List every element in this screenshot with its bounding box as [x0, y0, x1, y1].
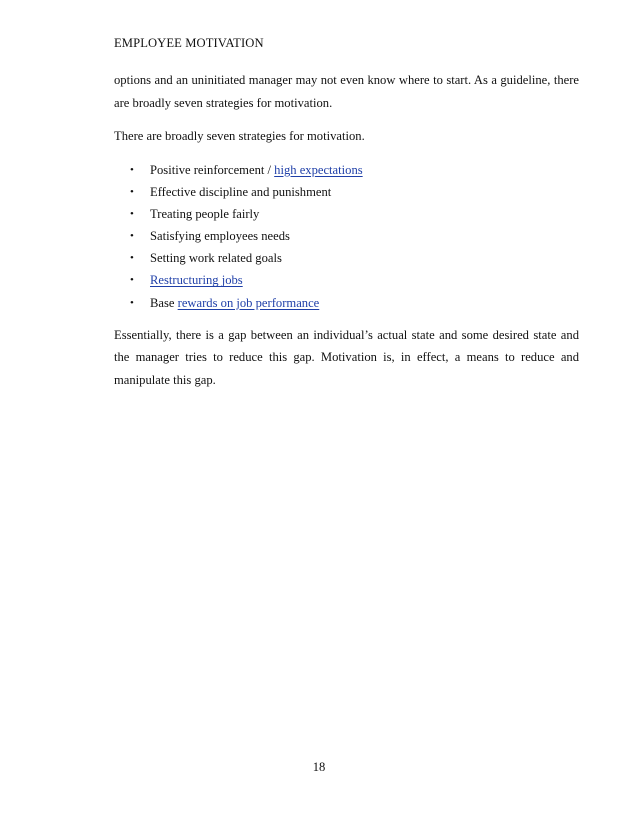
list-item-text: Positive reinforcement / [150, 162, 275, 177]
list-item [114, 181, 579, 203]
list-item-text: Effective discipline and punishment [150, 184, 332, 199]
bullet-icon: • [130, 185, 134, 198]
paragraph-gap: Essentially, there is a gap between an individual’s actual state and some desired state and the manager tries to reduce this gap. Motivation is, in effect, a means to reduce and manipulate this gap. [114, 327, 579, 387]
page-number: 18 [312, 760, 326, 774]
bullet-icon: • [130, 296, 134, 309]
list-item-text: Satisfying employees needs [150, 229, 290, 244]
list-item [114, 203, 579, 225]
list-item [114, 159, 579, 181]
bullet-icon: • [130, 207, 134, 220]
list-item [114, 247, 579, 269]
paragraph-strategies-lead: There are broadly seven strategies for motivation. [114, 129, 365, 143]
bullet-icon: • [130, 274, 134, 287]
bullet-icon: • [130, 163, 134, 176]
page-content [114, 69, 579, 391]
strategies-list [114, 159, 579, 314]
list-item [114, 225, 579, 247]
bullet-icon: • [130, 230, 134, 243]
running-header: EMPLOYEE MOTIVATION [114, 36, 264, 50]
list-item-text: Base [150, 295, 178, 310]
list-item-text: Setting work related goals [150, 251, 282, 266]
link-high-expectations[interactable]: high expectations [274, 162, 363, 177]
list-item-text: Treating people fairly [150, 206, 260, 221]
paragraph-intro: options and an uninitiated manager may not even know where to start. As a guideline, there are broadly seven strategies for motivation. [114, 73, 579, 110]
list-item [114, 269, 579, 291]
link-rewards-on-job-performance[interactable]: rewards on job performance [177, 295, 320, 310]
list-item [114, 292, 579, 314]
bullet-icon: • [130, 252, 134, 265]
link-restructuring-jobs[interactable]: Restructuring jobs [150, 273, 243, 288]
